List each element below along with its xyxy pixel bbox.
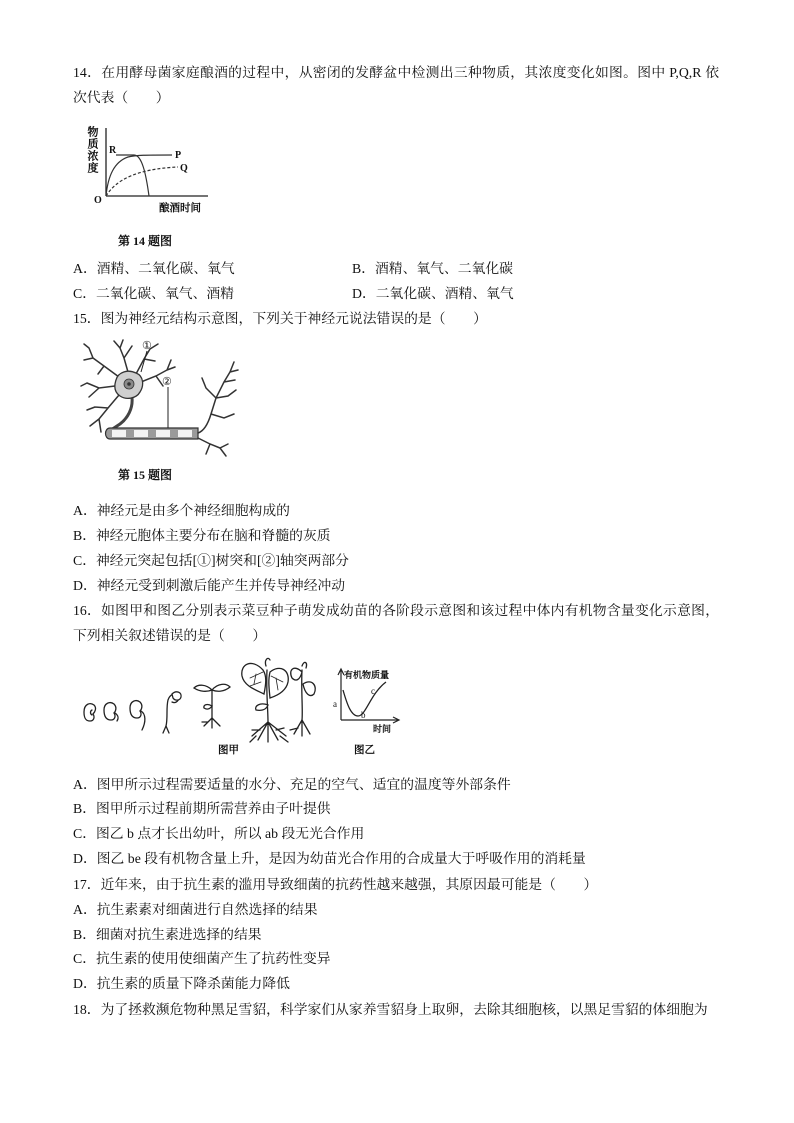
plant-tall-leaf-right (303, 682, 315, 696)
fig14-caption: 第 14 题图 (118, 234, 173, 248)
seedling-cotyledon (204, 705, 212, 710)
plant-tall-roots (290, 720, 310, 736)
q14-option-c[interactable]: C．二氧化碳、氧气、酒精 (73, 286, 234, 301)
myelin-segment (156, 430, 170, 437)
q17-option-d[interactable]: D．抗生素的质量下降杀菌能力降低 (73, 976, 290, 991)
q17-option-a[interactable]: A．抗生素素对细菌进行自然选择的结果 (73, 902, 318, 917)
seedling-leaf-left (194, 685, 212, 691)
dendrite-up-left (84, 344, 119, 377)
q16-option-d[interactable]: D．图乙 be 段有机物含量上升，是因为幼苗光合作用的合成量大于呼吸作用的消耗量 (73, 851, 586, 866)
plant-large-bud (265, 658, 270, 666)
fig14-label-q: Q (180, 163, 188, 174)
q17-stem: 17．近年来，由于抗生素的滥用导致细菌的抗药性越来越强，其原因最可能是（ ） (73, 877, 598, 892)
seed-stage-2 (104, 703, 116, 720)
fig14-origin: O (94, 195, 102, 206)
germination-stages (84, 658, 315, 742)
q15-option-d[interactable]: D．神经元受到刺激后能产生并传导神经冲动 (73, 578, 346, 593)
q15-stem: 15．图为神经元结构示意图，下列关于神经元说法错误的是（ ） (73, 311, 487, 326)
axon-terminals (198, 362, 238, 456)
neuron-label-2: ② (162, 376, 172, 388)
q16-option-b[interactable]: B．图甲所示过程前期所需营养由子叶提供 (73, 801, 331, 816)
q15-option-b[interactable]: B．神经元胞体主要分布在脑和脊髓的灰质 (73, 528, 331, 543)
fig16b-point-a: a (333, 699, 337, 709)
myelin-segment (178, 430, 192, 437)
terminal-branches-up (198, 362, 238, 433)
dendrite-up (114, 340, 132, 372)
fig15-caption: 第 15 题图 (118, 468, 173, 482)
q15-option-c[interactable]: C．神经元突起包括[①]树突和[②]轴突两部分 (73, 553, 349, 568)
q16-option-a[interactable]: A．图甲所示过程需要适量的水分、充足的空气、适宜的温度等外部条件 (73, 777, 511, 792)
fig16b-caption: 图乙 (354, 745, 375, 756)
fig14-x-label: 酿酒时间 (159, 203, 201, 214)
fig14-y-label: 物质浓度 (86, 126, 98, 174)
seed-stage-1 (84, 704, 96, 721)
seedling-hook-cotyledon (172, 692, 181, 700)
fig16b-point-c: c (371, 686, 375, 696)
seedling-leaf-right (212, 684, 230, 691)
plant-large-leaf-left (242, 663, 266, 694)
fig14-graph (84, 124, 216, 222)
q17-option-b[interactable]: B．细菌对抗生素进选择的结果 (73, 927, 262, 942)
fig14-curve-q (106, 167, 178, 196)
plant-tall-stem (302, 670, 303, 720)
plant-large-roots (250, 722, 288, 742)
nucleolus (127, 382, 131, 386)
q18-stem: 18．为了拯救濒危物种黑足雪貂，科学家们从家养雪貂身上取卵，去除其细胞核，以黑足雪貂的体细胞为 (73, 1002, 708, 1017)
q16-option-c[interactable]: C．图乙 b 点才长出幼叶，所以 ab 段无光合作用 (73, 826, 365, 841)
plant-large-stem (267, 670, 268, 722)
q15-option-a[interactable]: A．神经元是由多个神经细胞构成的 (73, 503, 290, 518)
q14-option-b[interactable]: B．酒精、氧气、二氧化碳 (352, 261, 513, 276)
q14-option-a[interactable]: A．酒精、二氧化碳、氧气 (73, 261, 235, 276)
plant-large-leaf-right (269, 668, 288, 698)
fig15-neuron (78, 336, 240, 460)
seed-stage-3 (130, 701, 142, 718)
seedling-roots (202, 718, 220, 728)
q16-stem: 16．如图甲和图乙分别表示菜豆种子萌发成幼苗的各阶段示意图和该过程中体内有机物含量变化示意图，下列相关叙述错误的是（ ） (73, 603, 719, 643)
q14-stem: 14．在用酵母菌家庭酿酒的过程中，从密闭的发酵盆中检测出三种物质，其浓度变化如图。图中 P,Q,R 依次代表（ ） (73, 65, 719, 105)
fig16b-y-label: 有机物质量 (344, 670, 390, 680)
plant-large-cotyledon (256, 704, 268, 710)
dendrite-left (81, 383, 115, 397)
q14-option-d[interactable]: D．二氧化碳、酒精、氧气 (352, 286, 514, 301)
plant-tall-leaf-top (291, 668, 302, 680)
fig16b-point-b: b (361, 710, 366, 720)
fig14-curve-p (106, 155, 172, 196)
fig16b-x-label: 时间 (373, 724, 392, 734)
seedling-hook-roots (163, 726, 169, 733)
myelin-segment (112, 430, 126, 437)
fig14-label-r: R (109, 145, 117, 156)
myelin-segment (134, 430, 148, 437)
terminal-branches-down (198, 438, 228, 456)
plant-tall-bud (302, 662, 307, 668)
q17-option-c[interactable]: C．抗生素的使用使细菌产生了抗药性变异 (73, 951, 331, 966)
neuron-label-1: ① (142, 340, 152, 352)
organic-matter-graph (333, 669, 399, 734)
fig14-label-p: P (175, 150, 182, 161)
fig16a-caption: 图甲 (218, 745, 239, 756)
